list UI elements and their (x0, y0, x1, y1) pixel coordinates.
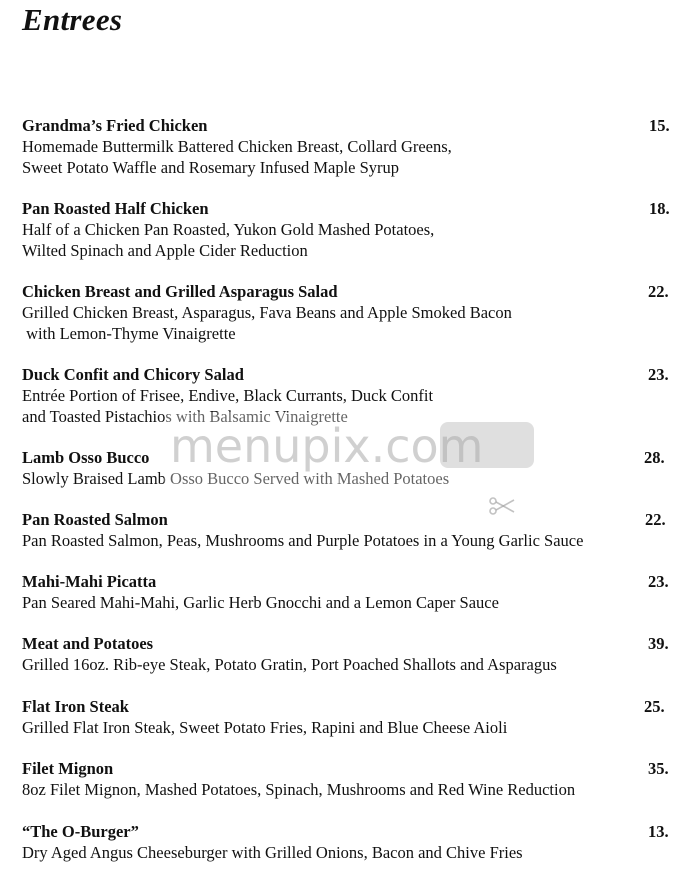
menu-item-description: Grilled Chicken Breast, Asparagus, Fava Beans and Apple Smoked Bacon with Lemon-Thyme Vinaigrette (22, 303, 512, 343)
menu-item-price: 22. (645, 510, 666, 529)
menu-item-name: Lamb Osso Bucco (22, 448, 150, 467)
menu-item (22, 633, 672, 675)
menu-item-description: Grilled Flat Iron Steak, Sweet Potato Fries, Rapini and Blue Cheese Aioli (22, 718, 508, 737)
menu-item-description: Pan Seared Mahi-Mahi, Garlic Herb Gnocchi and a Lemon Caper Sauce (22, 593, 499, 612)
menu-item-name: Chicken Breast and Grilled Asparagus Salad (22, 282, 338, 301)
menu-item (22, 571, 672, 613)
menu-item-name: Pan Roasted Salmon (22, 510, 168, 529)
menu-item-name: Duck Confit and Chicory Salad (22, 365, 244, 384)
menu-item-price: 35. (648, 759, 669, 778)
menu-item (22, 758, 672, 800)
menu-item (22, 281, 672, 344)
menu-item (22, 115, 672, 178)
menu-item-description: Grilled 16oz. Rib-eye Steak, Potato Gratin, Port Poached Shallots and Asparagus (22, 655, 557, 674)
menu-item-price: 25. (644, 697, 665, 716)
menu-item-description: Homemade Buttermilk Battered Chicken Breast, Collard Greens, Sweet Potato Waffle and Rosemary Infused Maple Syrup (22, 137, 452, 177)
menu-item-name: “The O-Burger” (22, 822, 139, 841)
menu-item-price: 22. (648, 282, 669, 301)
menu-item-price: 15. (649, 116, 670, 135)
page-title: Entrees (22, 2, 123, 37)
menu-item-name: Pan Roasted Half Chicken (22, 199, 209, 218)
menu-item-price: 23. (648, 572, 669, 591)
menu-item (22, 447, 672, 489)
menu-item (22, 821, 672, 863)
menu-item-price: 23. (648, 365, 669, 384)
menu-item-description: 8oz Filet Mignon, Mashed Potatoes, Spinach, Mushrooms and Red Wine Reduction (22, 780, 576, 799)
menu-item-name: Meat and Potatoes (22, 634, 154, 653)
menu-item-name: Grandma’s Fried Chicken (22, 116, 208, 135)
menu-item-name: Flat Iron Steak (22, 697, 129, 716)
menu-item (22, 364, 672, 427)
menu-item-price: 13. (648, 822, 669, 841)
menu-item-description: Half of a Chicken Pan Roasted, Yukon Gold Mashed Potatoes, Wilted Spinach and Apple Cider Reduction (22, 220, 435, 260)
menu-item (22, 696, 672, 738)
menu-item-price: 39. (648, 634, 669, 653)
menu-item-price: 28. (644, 448, 665, 467)
menu-item-description: Dry Aged Angus Cheeseburger with Grilled Onions, Bacon and Chive Fries (22, 843, 523, 862)
menu-item (22, 509, 672, 551)
menu-item-description: Entrée Portion of Frisee, Endive, Black Currants, Duck Confit and Toasted Pistachios with Balsamic Vinaigrette (22, 386, 434, 426)
menu-item (22, 198, 672, 261)
watermark-text: menupix.com (170, 419, 484, 473)
menu-item-price: 18. (649, 199, 670, 218)
menu-item-name: Filet Mignon (22, 759, 114, 778)
menu-item-name: Mahi-Mahi Picatta (22, 572, 157, 591)
menu-item-description: Slowly Braised Lamb Osso Bucco Served with Mashed Potatoes (22, 469, 450, 488)
menu-item-description: Pan Roasted Salmon, Peas, Mushrooms and Purple Potatoes in a Young Garlic Sauce (22, 531, 584, 550)
